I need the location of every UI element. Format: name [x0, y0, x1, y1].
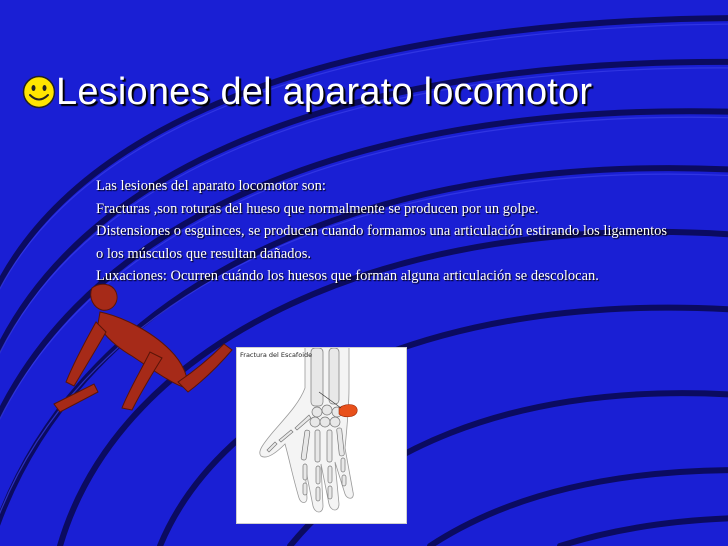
scaphoid-fracture-figure: [236, 347, 407, 524]
smiley-face-icon: [22, 75, 56, 109]
slide-title: Lesiones del aparato locomotor: [56, 70, 593, 113]
body-text: [96, 175, 671, 288]
figure-caption: Fractura del Escafoide: [240, 351, 313, 359]
fracture-marker: [339, 405, 357, 417]
fracturas-paragraph: Fracturas ,son roturas del hueso que normalmente se producen por un golpe.: [96, 200, 539, 217]
intro-line: Las lesiones del aparato locomotor son:: [96, 178, 326, 194]
distensiones-paragraph: Distensiones o esguinces, se producen cuando formamos una articulación estirando los ligamentos o los músculos que resultan dañados.: [96, 223, 667, 262]
title-row: [22, 62, 592, 122]
hand-skeleton-illustration: [237, 348, 406, 523]
luxaciones-paragraph: Luxaciones: Ocurren cuándo los huesos que forman alguna articulación se descolocan.: [96, 268, 599, 284]
